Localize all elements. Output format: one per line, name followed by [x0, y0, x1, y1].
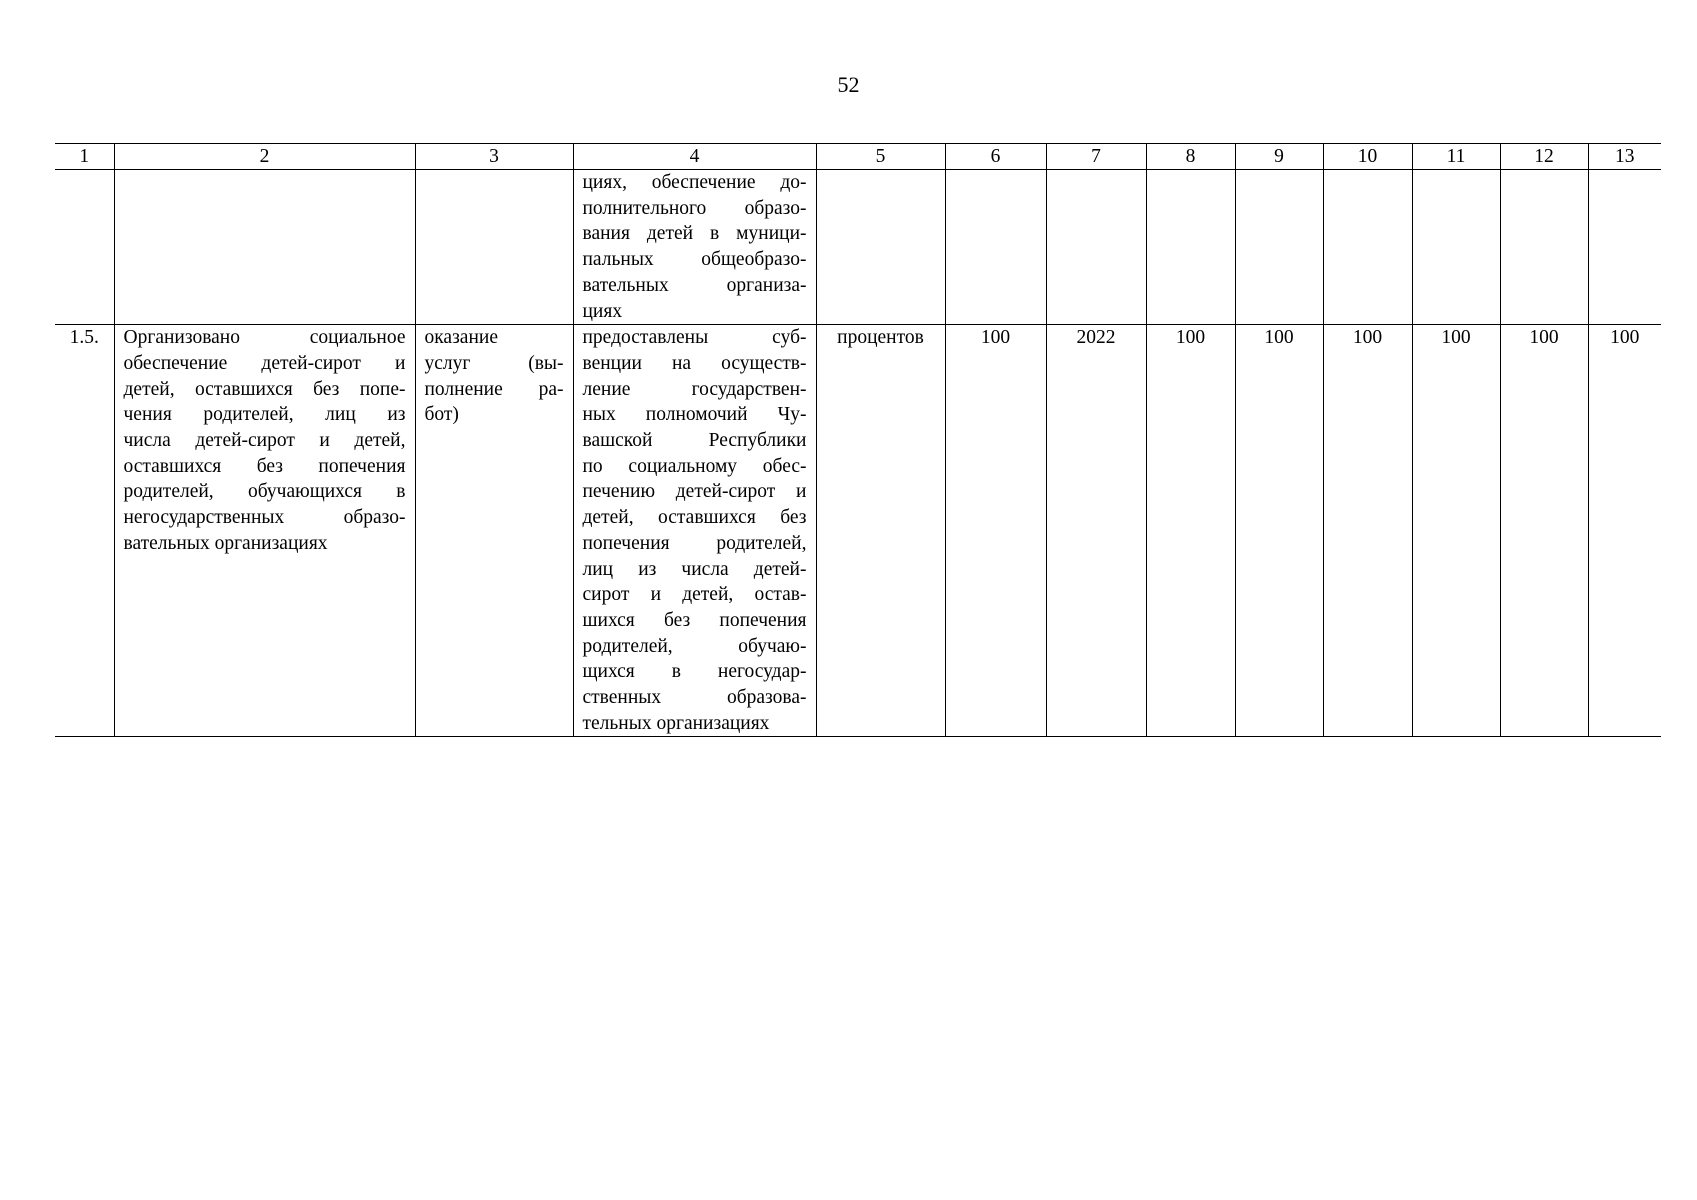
text-line: вательных организациях [123, 532, 328, 554]
text-line: обеспечение детей-сирот и [123, 352, 406, 374]
column-number: 6 [945, 144, 1046, 170]
column-number: 12 [1500, 144, 1588, 170]
table-cell [1235, 170, 1323, 325]
text-line: сирот и детей, остав- [582, 584, 807, 606]
text-line: полнение ра- [424, 378, 564, 400]
text-line: оставшихся без попечения [123, 455, 406, 477]
text-line: родителей, обучающихся в [123, 481, 406, 503]
column-number: 8 [1146, 144, 1235, 170]
text-line: полнительного образо- [582, 197, 807, 219]
column-number: 1 [55, 144, 114, 170]
column-number-row [55, 144, 1661, 170]
table-row-1-5 [55, 325, 1661, 737]
continuation-description-cell [573, 170, 816, 325]
text-line: пальных общеобразо- [582, 249, 807, 271]
column-number: 13 [1588, 144, 1661, 170]
text-line: печению детей-сирот и [582, 481, 807, 503]
result-type-cell [415, 325, 573, 737]
column-number: 4 [573, 144, 816, 170]
column-number: 2 [114, 144, 415, 170]
text-line: вания детей в муници- [582, 223, 807, 245]
text-line: детей, оставшихся без попе- [123, 378, 406, 400]
text-line: лиц из числа детей- [582, 558, 807, 580]
text-line: ственных образова- [582, 687, 807, 709]
table-cell [945, 170, 1046, 325]
indicator-table [55, 143, 1661, 737]
value-cell: 100 [945, 325, 1046, 737]
value-cell: 100 [1500, 325, 1588, 737]
table-cell [1146, 170, 1235, 325]
text-line: чения родителей, лиц из [123, 404, 406, 426]
value-cell: 100 [1146, 325, 1235, 737]
text-line: по социальному обес- [582, 455, 807, 477]
column-number: 11 [1412, 144, 1500, 170]
result-description-cell [114, 325, 415, 737]
table-cell [1588, 170, 1661, 325]
column-number: 5 [816, 144, 945, 170]
text-line: оказание [424, 327, 498, 349]
table-cell [415, 170, 573, 325]
text-line: вательных организа- [582, 274, 807, 296]
table-cell [1046, 170, 1146, 325]
unit-cell: процентов [816, 325, 945, 737]
text-line: числа детей-сирот и детей, [123, 430, 406, 452]
table-row-continuation [55, 170, 1661, 325]
text-line: детей, оставшихся без [582, 507, 807, 529]
column-number: 7 [1046, 144, 1146, 170]
text-line: негосударственных образо- [123, 507, 406, 529]
table-cell [55, 170, 114, 325]
column-number: 3 [415, 144, 573, 170]
text-line: попечения родителей, [582, 532, 807, 554]
table-cell [1500, 170, 1588, 325]
text-line: тельных организациях [582, 712, 770, 734]
text-line: ление государствен- [582, 378, 807, 400]
value-cell: 100 [1235, 325, 1323, 737]
table-cell [816, 170, 945, 325]
value-cell: 100 [1588, 325, 1661, 737]
text-line: предоставлены суб- [582, 327, 807, 349]
text-line: циях [582, 300, 623, 322]
text-line: вашской Республики [582, 430, 807, 452]
table-cell [1323, 170, 1412, 325]
table-cell [1412, 170, 1500, 325]
text-line: услуг (вы- [424, 352, 564, 374]
year-cell: 2022 [1046, 325, 1146, 737]
text-line: венции на осуществ- [582, 352, 807, 374]
value-cell: 100 [1323, 325, 1412, 737]
text-line: Организовано социальное [123, 327, 406, 349]
text-line: шихся без попечения [582, 609, 807, 631]
row-index-cell: 1.5. [55, 325, 114, 737]
text-line: циях, обеспечение до- [582, 172, 807, 193]
text-line: бот) [424, 404, 459, 426]
result-characteristic-cell [573, 325, 816, 737]
page-number: 52 [837, 72, 860, 97]
column-number: 9 [1235, 144, 1323, 170]
column-number: 10 [1323, 144, 1412, 170]
text-line: ных полномочий Чу- [582, 404, 807, 426]
table-cell [114, 170, 415, 325]
text-line: щихся в негосудар- [582, 661, 807, 683]
text-line: родителей, обучаю- [582, 635, 807, 657]
value-cell: 100 [1412, 325, 1500, 737]
